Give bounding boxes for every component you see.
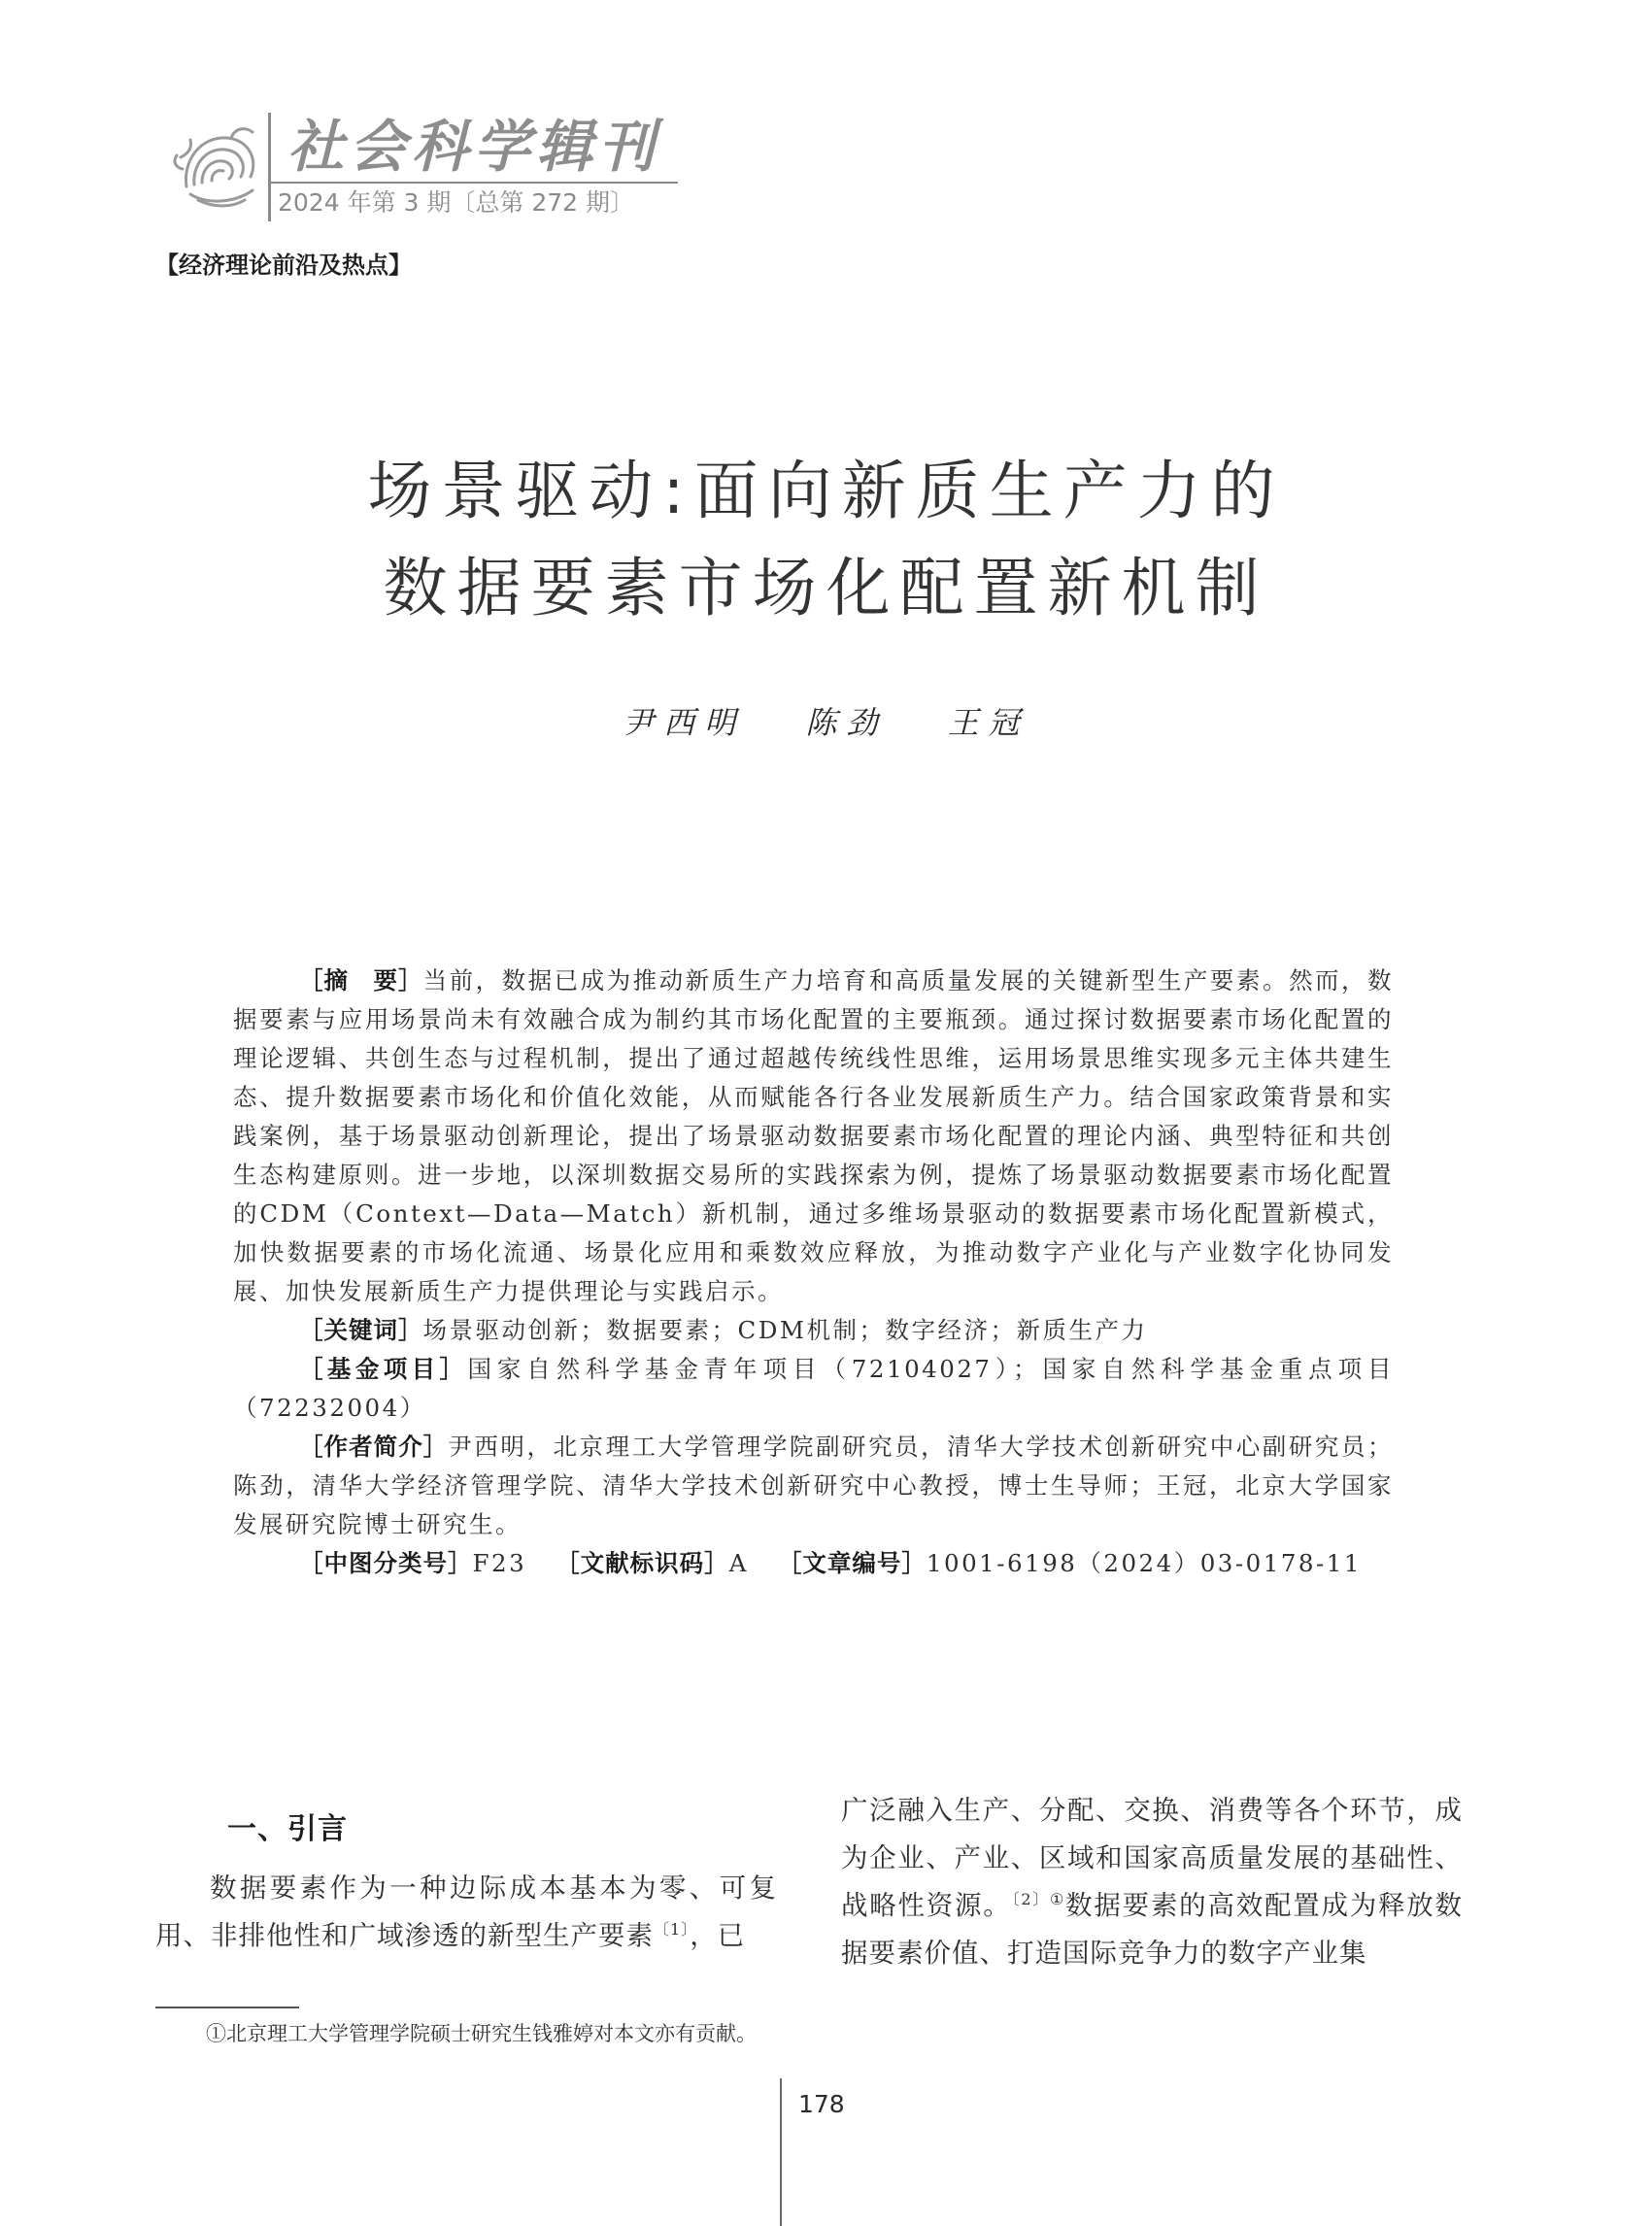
page-number-rule	[780, 2078, 782, 2226]
keywords-text: 场景驱动创新；数据要素；CDM机制；数字经济；新质生产力	[422, 1316, 1148, 1344]
keywords-paragraph	[233, 1311, 1394, 1350]
footnote-rule	[155, 2007, 299, 2008]
journal-emblem-icon	[173, 118, 266, 212]
article-number-value: 1001-6198（2024）03-0178-11	[926, 1549, 1362, 1577]
body-text: 数据要素的高效配置成为释放数据要素价值、打造国际竞争力的数字产业集	[841, 1890, 1464, 1969]
journal-masthead	[173, 109, 678, 221]
author-name: 尹西明	[623, 704, 746, 741]
citation-ref: 〔1〕	[654, 1920, 691, 1939]
front-matter	[233, 961, 1394, 1583]
masthead-vertical-rule	[268, 113, 271, 221]
author-bio-paragraph	[233, 1428, 1394, 1544]
body-text: 广泛融入生产、分配、交换、消费等各个环节，成为企业、产业、区域和国家高质量发展的基础性、战略性资源。	[841, 1795, 1463, 1921]
doc-code-value: A	[728, 1549, 749, 1577]
title-line-1: 场景驱动:面向新质生产力的	[367, 454, 1285, 528]
journal-title: 社会科学辑刊	[287, 114, 661, 180]
footnote: ①北京理工大学管理学院硕士研究生钱雅婷对本文亦有贡献。	[206, 2022, 757, 2045]
title-line-2: 数据要素市场化配置新机制	[383, 551, 1269, 625]
issue-info: 2024 年第 3 期〔总第 272 期〕	[278, 188, 634, 217]
page-number: 178	[798, 2090, 845, 2118]
body-paragraph	[841, 1787, 1463, 1977]
author-bio-text: 尹西明，北京理工大学管理学院副研究员，清华大学技术创新研究中心副研究员；陈劲，清华大学经济管理学院、清华大学技术创新研究中心教授，博士生导师；王冠，北京大学国家发展研究院博士研究生。	[233, 1433, 1395, 1538]
body-text: ，已	[690, 1920, 746, 1951]
masthead-horizontal-rule	[270, 182, 678, 184]
keywords-label: ［关键词］	[299, 1316, 423, 1344]
footnote-marker: ①	[1050, 1890, 1066, 1908]
doc-code-label: ［文献标识码］	[556, 1549, 729, 1577]
clc-label: ［中图分类号］	[299, 1549, 473, 1577]
article-title	[0, 443, 1652, 637]
author-name: 王冠	[947, 704, 1029, 741]
body-column-right	[841, 1787, 1463, 1977]
fund-text: 国家自然科学基金青年项目（72104027）；国家自然科学基金重点项目（72232004）	[233, 1355, 1395, 1422]
fund-paragraph	[233, 1350, 1394, 1428]
abstract-paragraph	[233, 961, 1394, 1311]
body-column-left	[155, 1787, 777, 1960]
author-name: 陈劲	[805, 704, 888, 741]
article-number-label: ［文章编号］	[777, 1549, 927, 1577]
classification-line	[233, 1544, 1394, 1583]
body-paragraph	[155, 1865, 777, 1960]
fund-label: ［基金项目］	[299, 1355, 468, 1383]
section-heading: 一、引言	[227, 1812, 348, 1846]
abstract-text: 当前，数据已成为推动新质生产力培育和高质量发展的关键新型生产要素。然而，数据要素与应用场景尚未有效融合成为制约其市场化配置的主要瓶颈。通过探讨数据要素市场化配置的理论逻辑、共创生态与过程机制，提出了通过超越传统线性思维，运用场景思维实现多元主体共建生态、提升数据要素市场化和价值化效能，从而赋能各行各业发展新质生产力。结合国家政策背景和实践案例，基于场景驱动创新理论，提出了场景驱动数据要素市场化配置的理论内涵、典型特征和共创生态构建原则。进一步地，以深圳数据交易所的实践探索为例，提炼了场景驱动数据要素市场化配置的CDM（Context—Data—Match）新机制，通过多维场景驱动的数据要素市场化配置新模式，加快数据要素的市场化流通、场景化应用和乘数效应释放，为推动数字产业化与产业数字化协同发展、加快发展新质生产力提供理论与实践启示。	[233, 966, 1394, 1305]
abstract-label: ［摘 要］	[299, 966, 423, 995]
author-list	[0, 701, 1652, 744]
column-label: 【经济理论前沿及热点】	[155, 252, 412, 279]
author-bio-label: ［作者简介］	[299, 1433, 449, 1461]
citation-ref: 〔2〕	[1011, 1890, 1051, 1908]
clc-value: F23	[472, 1549, 527, 1577]
body-text: 数据要素作为一种边际成本基本为零、可复用、非排他性和广域渗透的新型生产要素	[155, 1872, 777, 1951]
